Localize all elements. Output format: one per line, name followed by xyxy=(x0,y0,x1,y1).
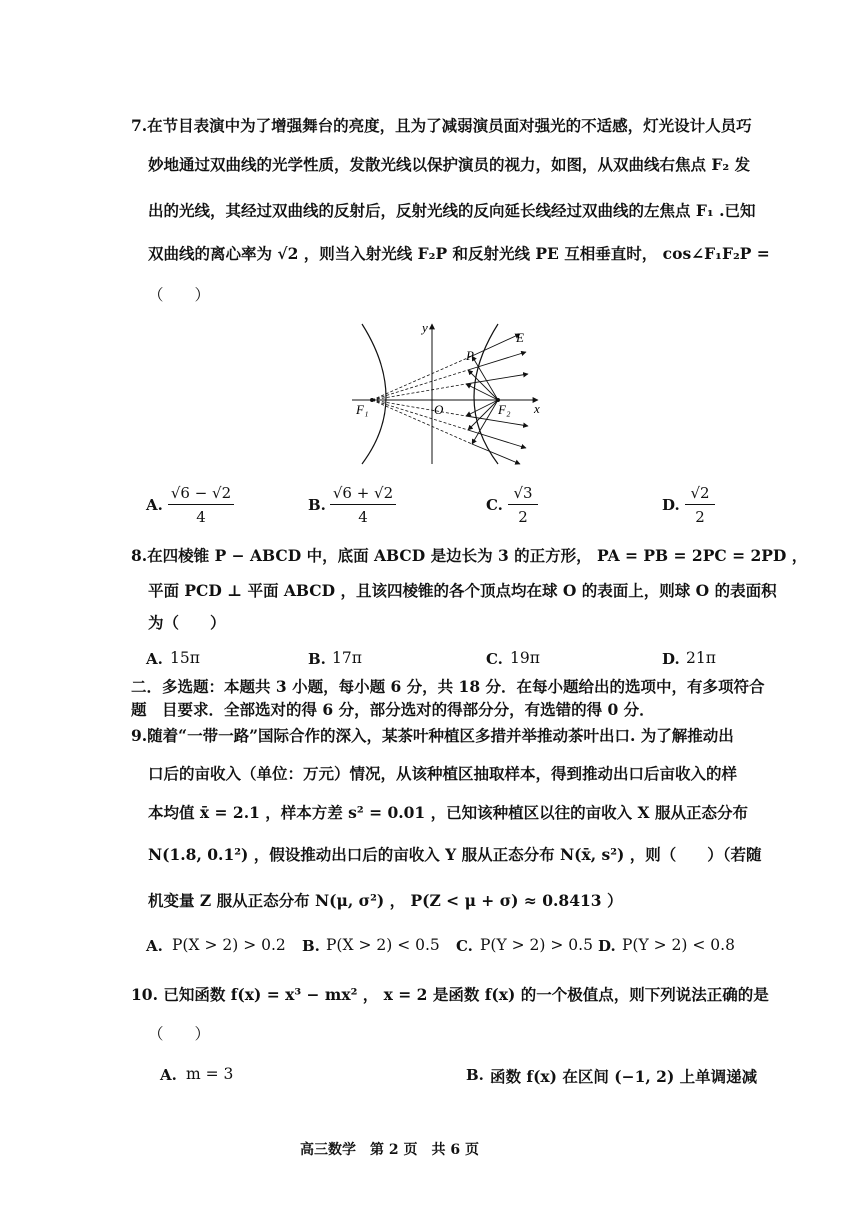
label-p: P xyxy=(466,348,474,363)
q7-option-b-numerator: √6 + √2 xyxy=(332,484,394,502)
q7-line-2: 妙地通过双曲线的光学性质，发散光线以保护演员的视力，如图，从双曲线右焦点 F₂ 发 xyxy=(148,155,751,174)
fraction-bar xyxy=(330,504,396,505)
q9-option-b-value: P(X > 2) < 0.5 xyxy=(326,936,440,954)
q8-option-d-label: D. xyxy=(662,650,680,668)
q9-option-d-label: D. xyxy=(598,937,616,955)
q8-option-a-label: A. xyxy=(146,650,163,668)
q7-option-b-fraction xyxy=(330,484,396,526)
q10-line-2: （ ） xyxy=(148,1025,211,1043)
q10-option-b-label: B. xyxy=(466,1066,484,1084)
q9-option-a-label: A. xyxy=(146,937,163,955)
q7-option-c-label: C. xyxy=(486,496,503,514)
fraction-bar xyxy=(508,504,538,505)
fraction-bar xyxy=(168,504,234,505)
fraction-bar xyxy=(685,504,715,505)
q7-line-3: 出的光线，其经过双曲线的反射后，反射光线的反向延长线经过双曲线的左焦点 F₁ .已知 xyxy=(148,201,756,220)
section-2-header-line-1: 二．多选题：本题共 3 小题，每小题 6 分，共 18 分．在每小题给出的选项中，有多项符合 xyxy=(131,677,765,696)
q7-option-d-numerator: √2 xyxy=(690,484,710,502)
q7-option-a-numerator: √6 − √2 xyxy=(170,484,232,502)
q7-option-c-fraction xyxy=(508,484,538,526)
q7-option-b-label: B. xyxy=(308,496,326,514)
q8-option-a-value: 15π xyxy=(170,649,200,667)
page-footer: 高三数学 第 2 页 共 6 页 xyxy=(300,1142,479,1158)
hyperbola-figure xyxy=(348,318,548,468)
q10-option-b-value: 函数 f(x) 在区间 (−1, 2) 上单调递减 xyxy=(490,1067,758,1086)
label-e: E xyxy=(516,330,524,345)
q8-line-1: 8.在四棱锥 P − ABCD 中，底面 ABCD 是边长为 3 的正方形， PA = PB = 2PC = 2PD ， xyxy=(131,546,808,565)
q8-option-b-value: 17π xyxy=(332,649,362,667)
q7-option-c-numerator: √3 xyxy=(513,484,533,502)
q8-option-d-value: 21π xyxy=(686,649,716,667)
q9-line-5: 机变量 Z 服从正态分布 N(μ, σ²) ， P(Z < μ + σ) ≈ 0.8413 ） xyxy=(148,891,623,910)
q8-option-c-label: C. xyxy=(486,650,503,668)
q7-option-a-denominator: 4 xyxy=(196,508,206,526)
q7-line-5: （ ） xyxy=(148,286,211,304)
q7-option-d-denominator: 2 xyxy=(695,508,705,526)
q7-option-b-denominator: 4 xyxy=(358,508,368,526)
section-2-header-line-2: 题 目要求．全部选对的得 6 分，部分选对的得部分分，有选错的得 0 分． xyxy=(131,700,655,719)
q10-line-1: 10. 已知函数 f(x) = x³ − mx² ， x = 2 是函数 f(x) 的一个极值点，则下列说法正确的是 xyxy=(131,985,769,1004)
q7-option-a-fraction xyxy=(168,484,234,526)
q7-line-4: 双曲线的离心率为 √2 ，则当入射光线 F₂P 和反射光线 PE 互相垂直时， cos∠F₁F₂P = xyxy=(148,244,770,263)
q9-line-4: N(1.8, 0.1²) ，假设推动出口后的亩收入 Y 服从正态分布 N(x̄, s²) ，则（ ）（若随 xyxy=(148,845,762,864)
q7-option-d-fraction xyxy=(685,484,715,526)
label-y: y xyxy=(422,320,428,335)
q10-option-a-label: A. xyxy=(160,1066,177,1084)
q7-line-1: 7.在节目表演中为了增强舞台的亮度，且为了减弱演员面对强光的不适感，灯光设计人员巧 xyxy=(131,116,752,135)
label-f2: F₂ xyxy=(498,402,511,417)
q8-line-2: 平面 PCD ⊥ 平面 ABCD ，且该四棱锥的各个顶点均在球 O 的表面上，则球 O 的表面积 xyxy=(148,581,777,600)
q9-line-3: 本均值 x̄ = 2.1 ，样本方差 s² = 0.01 ，已知该种植区以往的亩收入 X 服从正态分布 xyxy=(148,803,748,822)
q7-option-a-label: A. xyxy=(146,496,163,514)
focus-f1-dot xyxy=(370,398,374,402)
label-x: x xyxy=(534,401,540,416)
q9-option-a-value: P(X > 2) > 0.2 xyxy=(172,936,286,954)
q9-option-c-label: C. xyxy=(456,937,473,955)
q9-line-2: 口后的亩收入（单位：万元）情况，从该种植区抽取样本，得到推动出口后亩收入的样 xyxy=(148,764,738,783)
label-o: O xyxy=(434,402,444,417)
q7-option-c-denominator: 2 xyxy=(518,508,528,526)
left-branch xyxy=(362,324,386,464)
q10-option-a-value: m = 3 xyxy=(186,1065,234,1083)
q7-option-d-label: D. xyxy=(662,496,680,514)
q8-option-c-value: 19π xyxy=(510,649,540,667)
q8-line-3: 为（ ） xyxy=(148,613,226,632)
q9-option-b-label: B. xyxy=(302,937,320,955)
q9-line-1: 9.随着“一带一路”国际合作的深入，某茶叶种植区多措并举推动茶叶出口. 为了解推动出 xyxy=(131,726,734,745)
q9-option-d-value: P(Y > 2) < 0.8 xyxy=(622,936,735,954)
q9-option-c-value: P(Y > 2) > 0.5 xyxy=(480,936,593,954)
label-f1: F₁ xyxy=(356,402,369,417)
q8-option-b-label: B. xyxy=(308,650,326,668)
